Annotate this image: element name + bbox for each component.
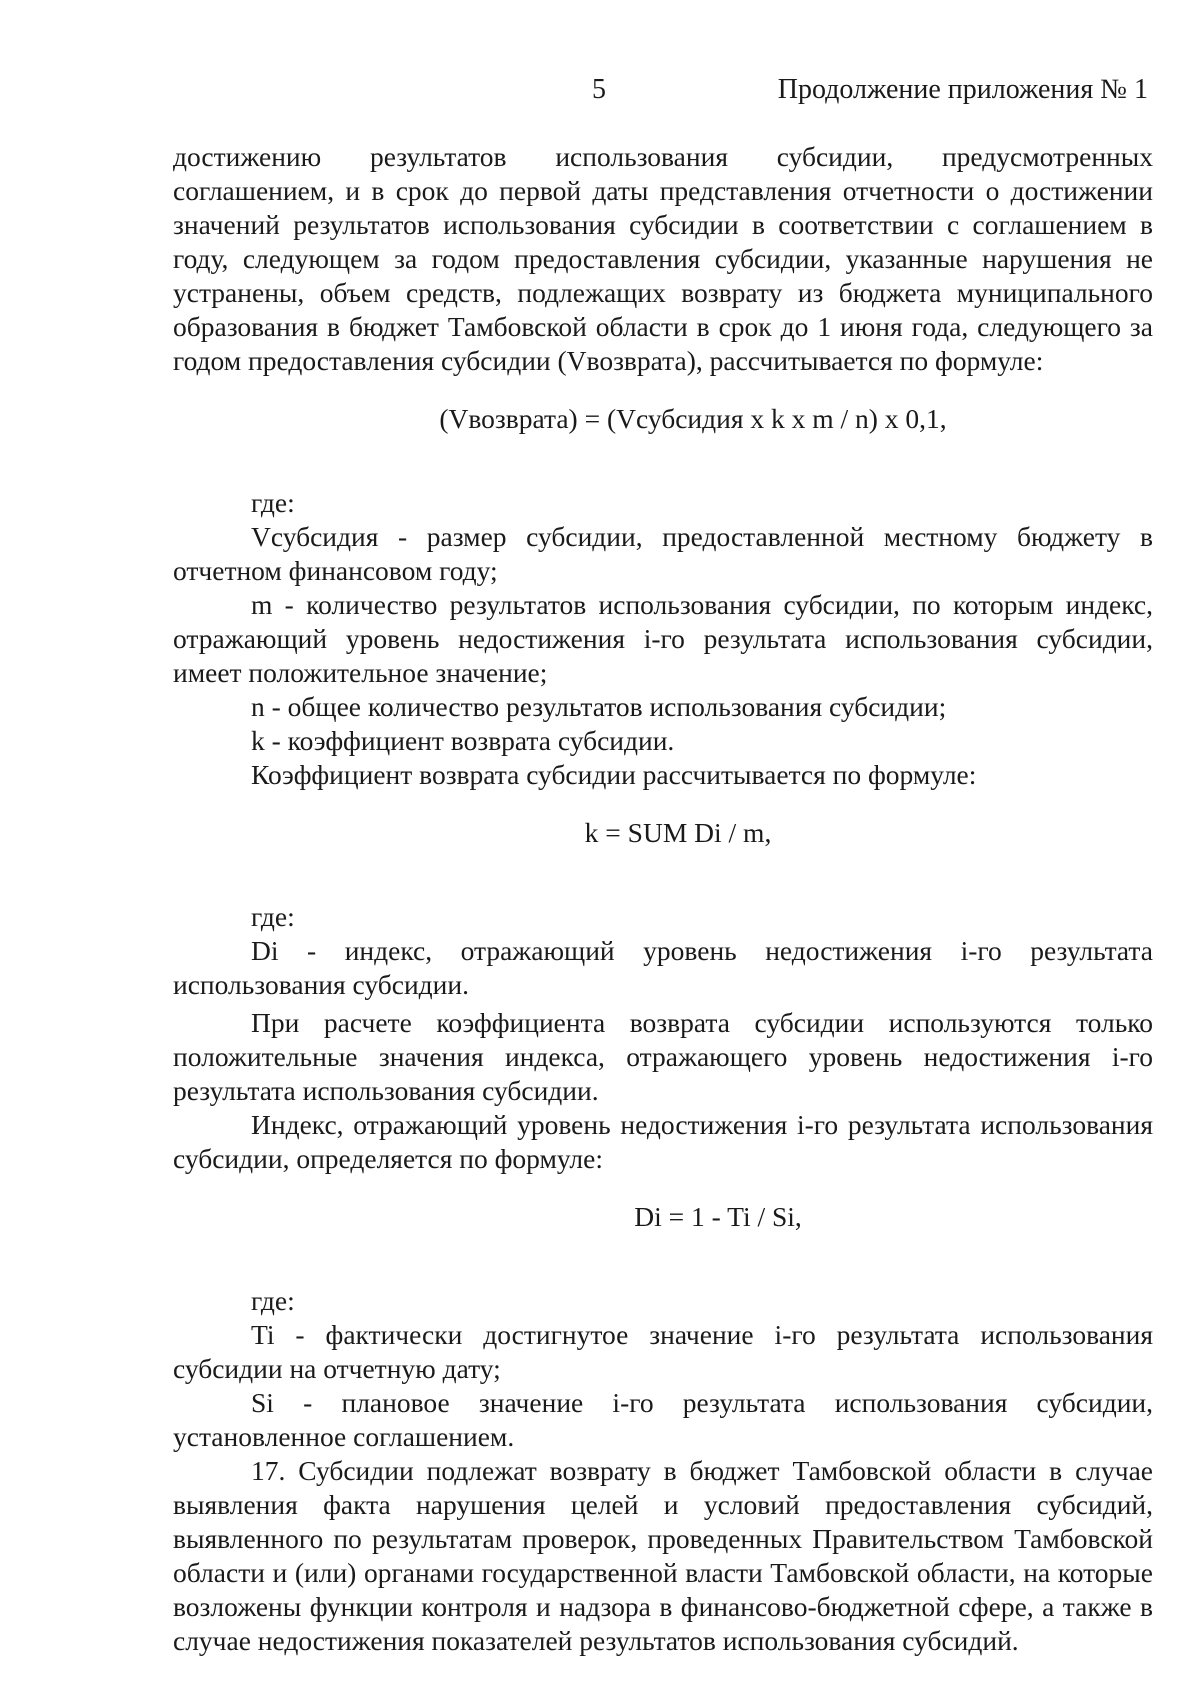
paragraph-return-volume: достижению результатов использования субсидии, предусмотренных соглашением, и в срок до первой даты представления отчетности о достижении значений результатов использования субсидии в соответствии с соглашением в году, следующем за годом предоставления субсидии, указанные нарушения не устранены, объем средств, подлежащих возврату из бюджета муниципального образования в бюджет Тамбовской области в срок до 1 июня года, следующего за годом предоставления субсидии (Vвозврата), рассчитывается по формуле: [173, 141, 1153, 376]
definition-di: Di - индекс, отражающий уровень недостижения i-го результата использования субсидии. [173, 935, 1153, 1000]
definition-n: n - общее количество результатов использования субсидии; [251, 691, 947, 722]
definition-ti: Ti - фактически достигнутое значение i-го результата использования субсидии на отчетную дату; [173, 1319, 1153, 1384]
appendix-continuation-label: Продолжение приложения № 1 [777, 74, 1148, 105]
where-label: где: [251, 901, 295, 932]
definition-vsubsidy: Vсубсидия - размер субсидии, предоставленной местному бюджету в отчетном финансовом году; [173, 521, 1153, 586]
where-label: где: [251, 1285, 295, 1316]
definition-k: k - коэффициент возврата субсидии. [251, 725, 675, 756]
definition-m: m - количество результатов использования субсидии, по которым индекс, отражающий уровень недостижения i-го результата использования субсидии, имеет положительное значение; [173, 589, 1153, 688]
paragraph-17: 17. Субсидии подлежат возврату в бюджет Тамбовской области в случае выявления факта нарушения целей и условий предоставления субсидий, выявленного по результатам проверок, проведенных Правительством Тамбовской области и (или) органами государственной власти Тамбовской области, на которые возложены функции контроля и надзора в финансово-бюджетной сфере, а также в случае недостижения показателей результатов использования субсидий. [173, 1455, 1153, 1656]
definition-si: Si - плановое значение i-го результата использования субсидии, установленное соглашением. [173, 1387, 1153, 1452]
formula-return-volume: (Vвозврата) = (Vсубсидия x k x m / n) x 0,1, [439, 403, 947, 434]
paragraph-index-intro: Индекс, отражающий уровень недостижения i-го результата использования субсидии, определяется по формуле: [173, 1109, 1153, 1174]
paragraph-calc-note: При расчете коэффициента возврата субсидии используются только положительные значения индекса, отражающего уровень недостижения i-го результата использования субсидии. [173, 1007, 1153, 1106]
formula-di: Di = 1 - Ti / Si, [634, 1201, 802, 1232]
formula-k: k = SUM Di / m, [584, 817, 772, 848]
page-number: 5 [592, 74, 606, 105]
paragraph-k-intro: Коэффициент возврата субсидии рассчитывается по формуле: [251, 759, 977, 790]
document-body [173, 140, 1153, 1658]
where-label: где: [251, 487, 295, 518]
